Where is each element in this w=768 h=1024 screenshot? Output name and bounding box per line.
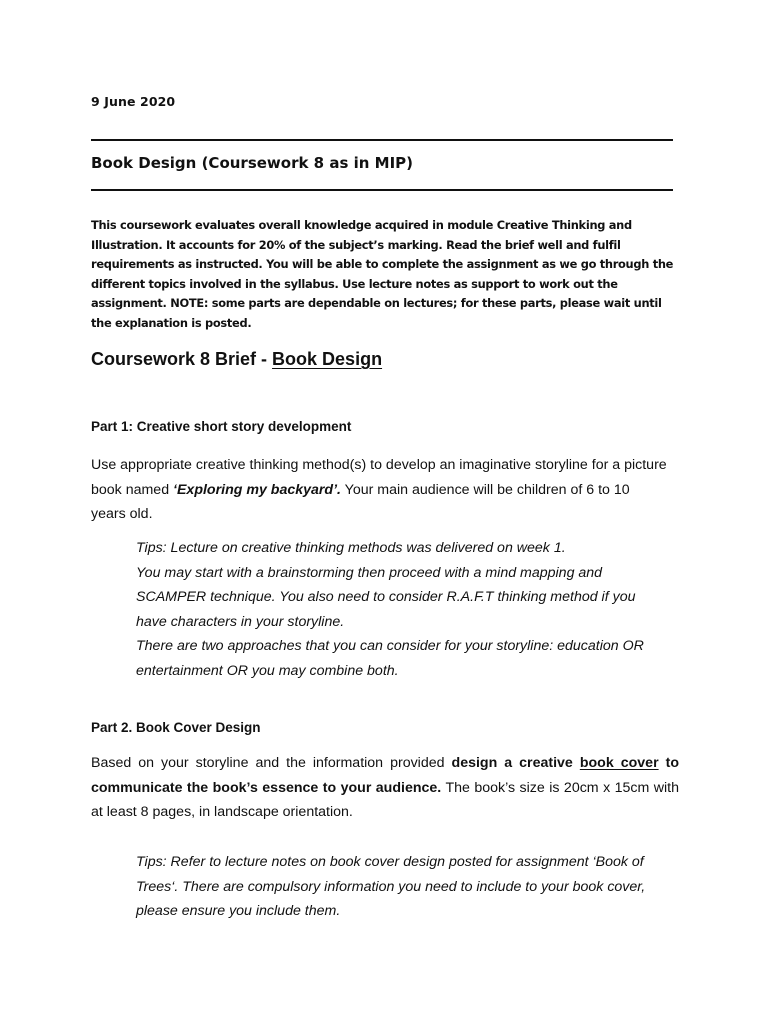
part2-tips [136, 850, 656, 924]
title-top-rule [91, 139, 673, 141]
brief-heading-link: Book Design [272, 349, 383, 369]
part1-tips [136, 536, 656, 683]
part2-tip-line: Trees‘. There are compulsory information you need to include to your book cover, [136, 878, 646, 895]
part1-tip-line: SCAMPER technique. You also need to consider R.A.F.T thinking method if you [136, 589, 636, 605]
part2-body-end: The book’s size is 20cm x 15cm with at least 8 pages, in landscape orientation. [91, 779, 680, 820]
part2-tip-line: Tips: Refer to lecture notes on book cover design posted for assignment ‘Book of [136, 854, 644, 870]
part2-heading: Part 2. Book Cover Design [91, 720, 261, 735]
part1-tip-line: You may start with a brainstorming then proceed with a mind mapping and [136, 564, 603, 581]
part1-tip-line: entertainment OR you may combine both. [136, 662, 399, 679]
part1-body-end: Your main audience will be children of 6 to 10 years old. [91, 481, 630, 522]
part1-paragraph [91, 453, 667, 527]
brief-heading [91, 349, 382, 370]
brief-heading-prefix: Coursework 8 Brief - [91, 349, 273, 369]
part1-book-name: ‘Exploring my backyard’. [173, 481, 341, 498]
document-title: Book Design (Coursework 8 as in MIP) [91, 154, 414, 172]
part2-bold-1: design a creative [451, 755, 580, 771]
part1-heading: Part 1: Creative short story development [91, 419, 352, 434]
part1-tip-line: have characters in your storyline. [136, 613, 345, 630]
intro-paragraph: This coursework evaluates overall knowledge acquired in module Creative Thinking and Illustration. It accounts for 20% of the subject’s marking. Read the brief well and fulfil requirements as instructed. You will be able to complete the assignment as we go through the different topics involved in the syllabus. Use lecture notes as support to work out the assignment. NOTE: some parts are dependable on lectures; for these parts, please wait until the explanation is posted. [91, 218, 674, 330]
title-bottom-rule [91, 189, 673, 191]
part1-tip-line: Tips: Lecture on creative thinking methods was delivered on week 1. [136, 540, 566, 556]
part2-paragraph [91, 751, 679, 825]
part1-tip-line: There are two approaches that you can consider for your storyline: education OR [136, 638, 644, 654]
part2-book-cover-underlined: book cover [579, 755, 659, 771]
part1-body-start: Use appropriate creative thinking method(s) to develop an imaginative storyline for a picture book named [91, 457, 667, 498]
part2-bold-2: to communicate the book’s essence to your audience. [91, 755, 679, 796]
part2-tip-line: please ensure you include them. [136, 903, 341, 919]
document-date: 9 June 2020 [91, 94, 176, 109]
part2-body-start: Based on your storyline and the information provided [91, 755, 452, 771]
